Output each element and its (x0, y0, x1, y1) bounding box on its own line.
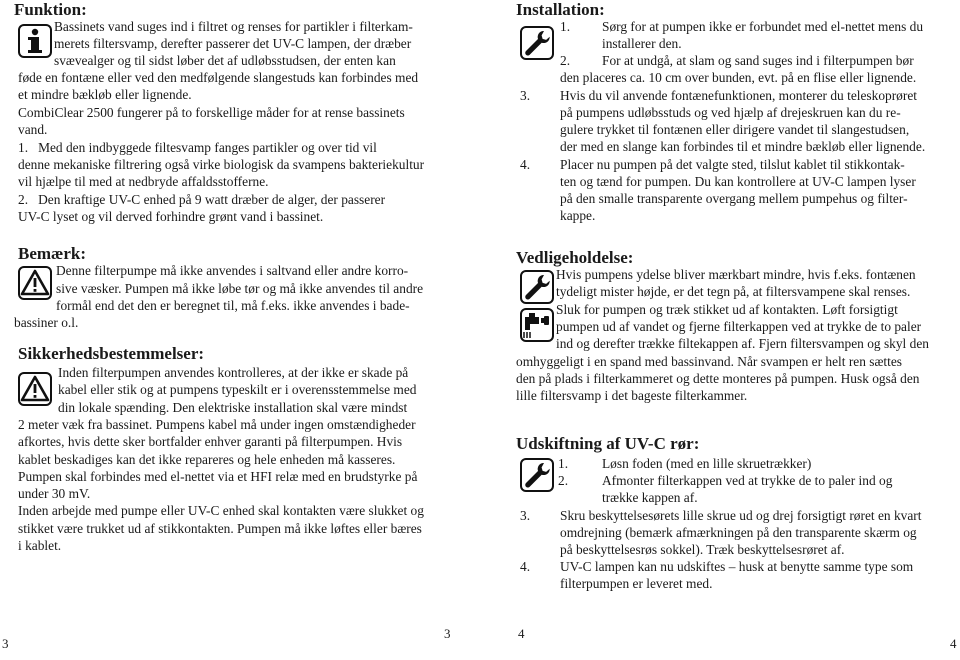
install-num: 1. (560, 19, 571, 34)
faucet-plug-icon (520, 308, 554, 342)
bemaerk-line: Denne filterpumpe må ikke anvendes i saltvand eller andre korro- (56, 263, 409, 278)
bemaerk-line: bassiner o.l. (14, 315, 79, 330)
warning-icon (18, 266, 52, 300)
funktion-line: UV-C lyset og vil derved forhindre grønt vand i bassinet. (18, 209, 324, 224)
page-number: 3 (444, 626, 451, 641)
wrench-icon (520, 270, 554, 304)
wrench-icon (520, 26, 554, 60)
sikkerhed-line: Inden arbejde med pumpe eller UV-C enhed skal kontakten være slukket og (18, 503, 424, 518)
funktion-line: vil hjælpe til med at nedbryde affaldsstofferne. (18, 174, 269, 189)
funktion-line: CombiClear 2500 fungerer på to forskellige måder for at rense bassinets (18, 105, 405, 120)
sikkerhed-line: i kablet. (18, 538, 62, 553)
funktion-line: svævealger og til sidst løber det af udløbsstudsen, der enten kan (54, 53, 396, 68)
vedligehold-heading: Vedligeholdelse: (516, 248, 634, 267)
sikkerhed-line: kablet beskadiges kan det ikke repareres og hele enheden må kasseres. (18, 452, 396, 467)
sikkerhed-line: stikket være trukket ud af stikkontakten. Pumpen må ikke løftes eller bæres (18, 521, 422, 536)
install-line: gulere trykket til fontænen eller dirigere vandet til slangestudsen, (560, 122, 910, 137)
udskift-line: Løsn foden (med en lille skruetrækker) (602, 456, 812, 471)
udskift-line: trække kappen af. (602, 490, 698, 505)
udskift-line: UV-C lampen kan nu udskiftes – husk at benytte samme type som (560, 559, 914, 574)
install-line: ten og tænd for pumpen. Du kan kontrollere at UV-C lampen lyser (560, 174, 916, 189)
udskift-line: filterpumpen er leveret med. (560, 576, 713, 591)
install-line: Sørg for at pumpen ikke er forbundet med el-nettet mens du (602, 19, 924, 34)
page-number: 4 (518, 626, 525, 641)
install-num: 4. (520, 157, 531, 172)
bemaerk-line: sive væsker. Pumpen må ikke løbe tør og må ikke anvendes til andre (56, 281, 424, 296)
page-number: 3 (2, 636, 9, 651)
sikkerhed-line: 2 meter væk fra bassinet. Pumpens kabel må under ingen omstændigheder (18, 417, 416, 432)
funktion-heading: Funktion: (14, 0, 87, 19)
bemaerk-line: formål end det den er beregnet til, må f.eks. ikke anvendes i bade- (56, 298, 410, 313)
install-line: der med en slange kan forbindes til et mindre bækløb eller lignende. (560, 139, 926, 154)
vedligehold-line: ind og derefter trække filtekappen af. Fjern filtersvampen og skyl den (556, 336, 929, 351)
install-line: Placer nu pumpen på det valgte sted, tilslut kablet til stikkontak- (560, 157, 905, 172)
install-line: den placeres ca. 10 cm over bunden, evt. på en flise eller lignende. (560, 70, 917, 85)
install-line: For at undgå, at slam og sand suges ind i filterpumpen bør (602, 53, 914, 68)
vedligehold-line: den på plads i filterkammeret og dette monteres på pumpen. Husk også den (516, 371, 920, 386)
sikkerhed-line: under 30 mV. (18, 486, 91, 501)
installation-heading: Installation: (516, 0, 605, 19)
udskift-line: omdrejning (bemærk afmærkningen på den transparente skærm og (560, 525, 917, 540)
vedligehold-line: omhyggeligt i en spand med bassinvand. Når svampen er helt ren sættes (516, 354, 903, 369)
vedligehold-line: Hvis pumpens ydelse bliver mærkbart mindre, hvis f.eks. fontænen (556, 267, 916, 282)
install-line: på pumpens udløbsstuds og ved hjælp af drejeskruen kan du re- (560, 105, 901, 120)
warning-icon (18, 372, 52, 406)
sikkerhed-line: Pumpen skal forbindes med el-nettet via et HFI relæ med en brudstyrke på (18, 469, 418, 484)
sikkerhed-line: din lokale spænding. Den elektriske installation skal være mindst (58, 400, 408, 415)
udskift-num: 3. (520, 508, 531, 523)
udskiftning-heading: Udskiftning af UV-C rør: (516, 434, 700, 453)
udskift-num: 2. (558, 473, 569, 488)
wrench-icon (520, 458, 554, 492)
install-num: 3. (520, 88, 531, 103)
vedligehold-line: Sluk for pumpen og træk stikket ud af kontakten. Løft forsigtigt (556, 302, 898, 317)
funktion-line: 2. Den kraftige UV-C enhed på 9 watt dræber de alger, der passerer (18, 192, 386, 207)
install-line: installerer den. (602, 36, 682, 51)
funktion-line: vand. (18, 122, 48, 137)
funktion-line: et mindre bækløb eller lignende. (18, 87, 192, 102)
sikkerhed-line: afkortes, hvis dette sker bortfalder enhver garanti på filterpumpen. Hvis (18, 434, 403, 449)
install-line: på den smalle transparente overgang mellem pumpehus og filter- (560, 191, 908, 206)
funktion-line: merets filtersvamp, derefter passerer det UV-C lampen, der dræber (54, 36, 412, 51)
funktion-line: Bassinets vand suges ind i filtret og renses for partikler i filterkam- (54, 19, 413, 34)
vedligehold-line: tydeligt mister højde, er det tegn på, at filtersvampene skal renses. (556, 284, 911, 299)
sikkerhed-line: kabel eller stik og at pumpens typeskilt er i overensstemmelse med (58, 382, 417, 397)
install-line: Hvis du vil anvende fontænefunktionen, monterer du teleskoprøret (560, 88, 917, 103)
install-num: 2. (560, 53, 571, 68)
vedligehold-line: lille filtersvamp i det bageste filterkammer. (516, 388, 748, 403)
install-line: kappe. (560, 208, 596, 223)
udskift-num: 1. (558, 456, 569, 471)
sikkerhed-line: Inden filterpumpen anvendes kontrolleres, at der ikke er skade på (58, 365, 409, 380)
page-number: 4 (950, 636, 957, 651)
funktion-line: denne mekaniske filtrering også virke biologisk da svampens bakteriekultur (18, 157, 425, 172)
funktion-line: 1. Med den indbyggede filtesvamp fanges partikler og over tid vil (18, 140, 377, 155)
udskift-num: 4. (520, 559, 531, 574)
udskift-line: Skru beskyttelsesørets lille skrue ud og drej forsigtigt røret en kvart (560, 508, 922, 523)
bemaerk-heading: Bemærk: (18, 244, 86, 263)
sikkerhed-heading: Sikkerhedsbestemmelser: (18, 344, 205, 363)
info-icon (18, 24, 52, 58)
funktion-line: føde en fontæne eller ved den medfølgende slangestuds kan forbindes med (18, 70, 419, 85)
udskift-line: Afmonter filterkappen ved at trykke de to paler ind og (602, 473, 893, 488)
vedligehold-line: pumpen ud af vandet og fjerne filterkappen ved at trykke de to paler (556, 319, 922, 334)
udskift-line: på beskyttelsesrøs sokkel). Træk beskyttelsesrøret af. (560, 542, 845, 557)
